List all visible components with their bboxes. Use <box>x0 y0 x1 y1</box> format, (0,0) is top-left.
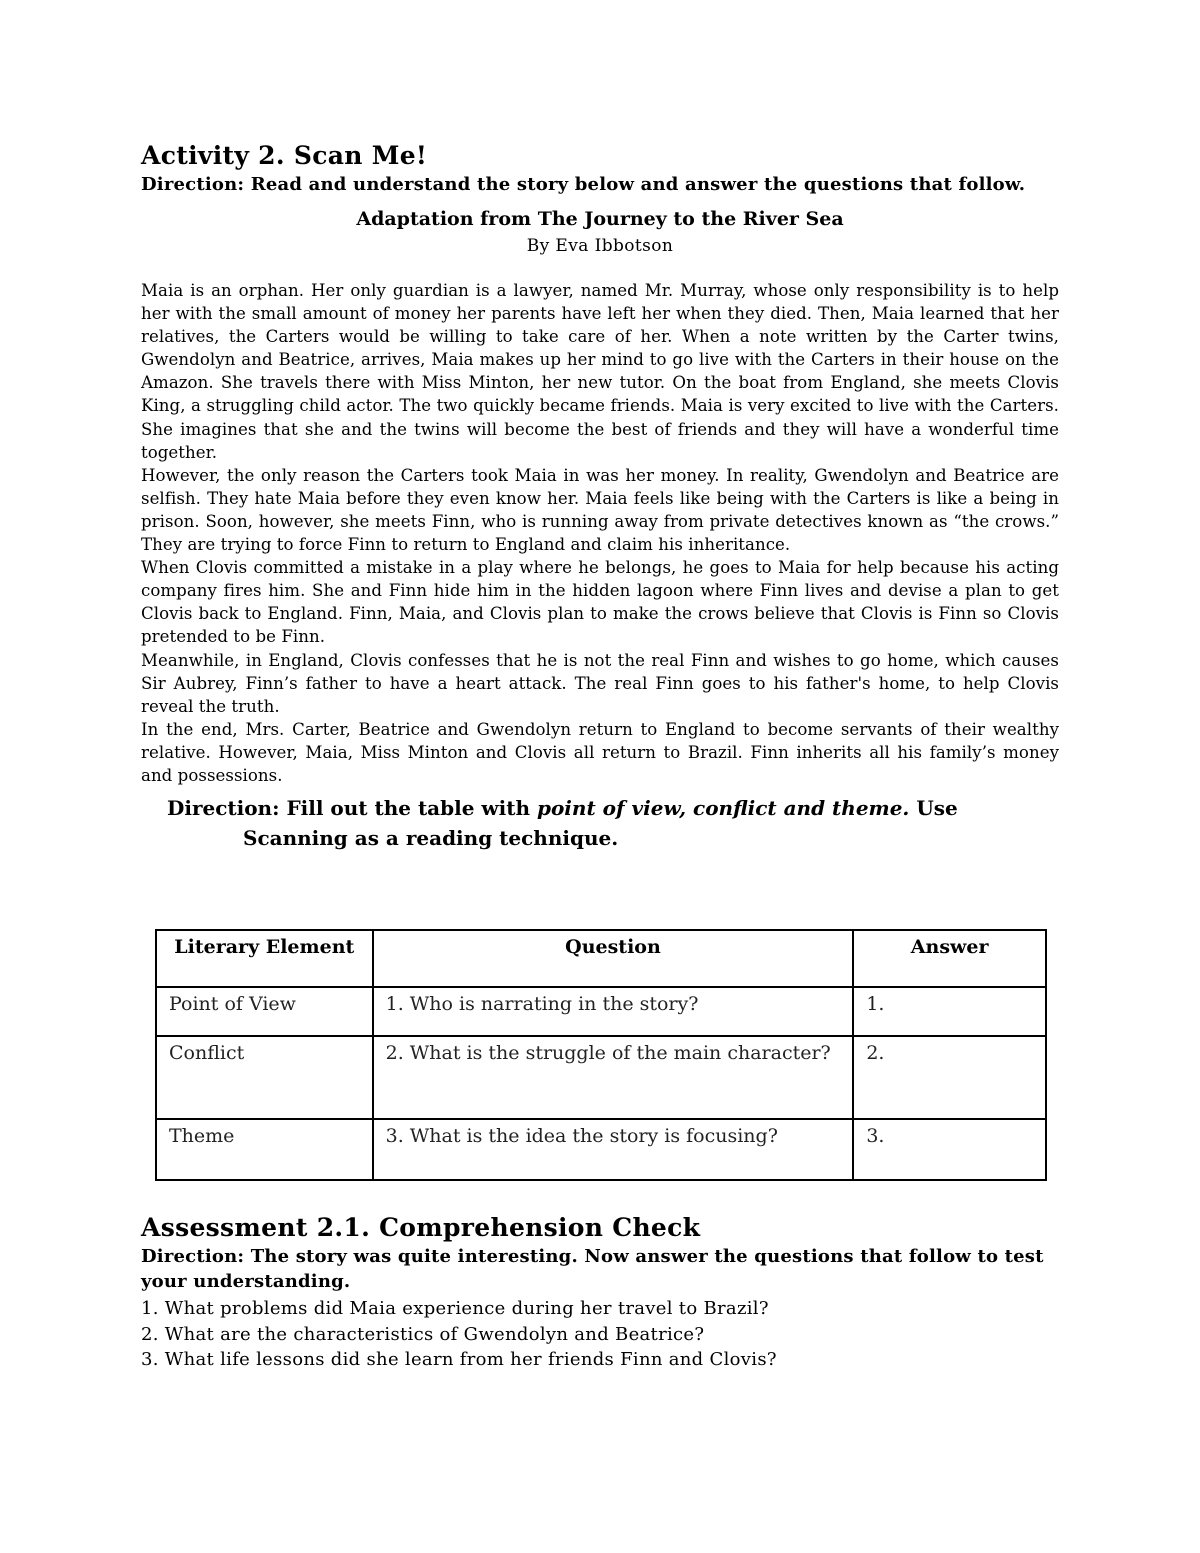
header-literary-element: Literary Element <box>156 930 373 987</box>
table-direction-emphasis: point of view, conflict and theme. <box>536 796 910 821</box>
table-header-row <box>156 930 1046 987</box>
header-answer: Answer <box>853 930 1046 987</box>
activity-title: Activity 2. Scan Me! <box>141 141 428 170</box>
table-row <box>156 987 1046 1036</box>
question-cell: 1. Who is narrating in the story? <box>373 987 854 1036</box>
element-cell: Conflict <box>156 1036 373 1119</box>
activity-direction: Direction: Read and understand the story below and answer the questions that follow. <box>141 174 1026 195</box>
assessment-direction: Direction: The story was quite interesting. Now answer the questions that follow to test your understanding. <box>141 1246 1044 1292</box>
story-author: By Eva Ibbotson <box>526 236 674 256</box>
answer-cell[interactable]: 2. <box>853 1036 1046 1119</box>
list-item: 2. What are the characteristics of Gwendolyn and Beatrice? <box>141 1323 705 1345</box>
answer-cell[interactable]: 1. <box>853 987 1046 1036</box>
list-item: 3. What life lessons did she learn from her friends Finn and Clovis? <box>141 1349 777 1370</box>
table-direction-text: Direction: Fill out the table with <box>167 796 537 821</box>
story-body <box>141 279 1059 787</box>
answer-cell[interactable]: 3. <box>853 1119 1046 1180</box>
table-direction-line2: Scanning as a reading technique. <box>243 826 619 851</box>
assessment-questions <box>141 1296 1059 1373</box>
assessment-title: Assessment 2.1. Comprehension Check <box>141 1213 701 1242</box>
story-paragraph: In the end, Mrs. Carter, Beatrice and Gwendolyn return to England to become servants of their wealthy relative. However, Maia, Miss Minton and Clovis all return to Brazil. Finn inherits all his family’s money and possessions. <box>141 719 1059 785</box>
table-direction <box>141 793 1059 853</box>
story-paragraph: Maia is an orphan. Her only guardian is a lawyer, named Mr. Murray, whose only responsibility is to help her with the small amount of money her parents have left her when they died. Then, Maia learned that her relatives, the Carters would be willing to take care of her. When a note written by the Carter twins, Gwendolyn and Beatrice, arrives, Maia makes up her mind to go live with the Carters in their house on the Amazon. She travels there with Miss Minton, her new tutor. On the boat from England, she meets Clovis King, a struggling child actor. The two quickly became friends. Maia is very excited to live with the Carters. She imagines that she and the twins will become the best of friends and they will have a wonderful time together. <box>141 281 1059 462</box>
story-paragraph: Meanwhile, in England, Clovis confesses that he is not the real Finn and wishes to go home, which causes Sir Aubrey, Finn’s father to have a heart attack. The real Finn goes to his father's home, to help Clovis reveal the truth. <box>141 650 1059 716</box>
table-row <box>156 1036 1046 1119</box>
story-paragraph: However, the only reason the Carters took Maia in was her money. In reality, Gwendolyn and Beatrice are selfish. They hate Maia before they even know her. Maia feels like being with the Carters is like a being in prison. Soon, however, she meets Finn, who is running away from private detectives known as “the crows.” They are trying to force Finn to return to England and claim his inheritance. <box>141 465 1059 555</box>
element-cell: Point of View <box>156 987 373 1036</box>
header-question: Question <box>373 930 854 987</box>
story-title: Adaptation from The Journey to the River Sea <box>356 208 844 230</box>
story-paragraph: When Clovis committed a mistake in a play where he belongs, he goes to Maia for help because his acting company fires him. She and Finn hide him in the hidden lagoon where Finn lives and devise a plan to get Clovis back to England. Finn, Maia, and Clovis plan to make the crows believe that Clovis is Finn so Clovis pretended to be Finn. <box>141 558 1059 647</box>
list-item: 1. What problems did Maia experience during her travel to Brazil? <box>141 1298 769 1319</box>
element-cell: Theme <box>156 1119 373 1180</box>
literary-elements-table <box>155 929 1047 1181</box>
table-direction-text-end: Use <box>909 796 958 821</box>
assessment-section <box>141 1212 1059 1373</box>
document-page <box>141 140 1059 1370</box>
question-cell: 3. What is the idea the story is focusing? <box>373 1119 854 1180</box>
table-row <box>156 1119 1046 1180</box>
question-cell: 2. What is the struggle of the main character? <box>373 1036 854 1119</box>
